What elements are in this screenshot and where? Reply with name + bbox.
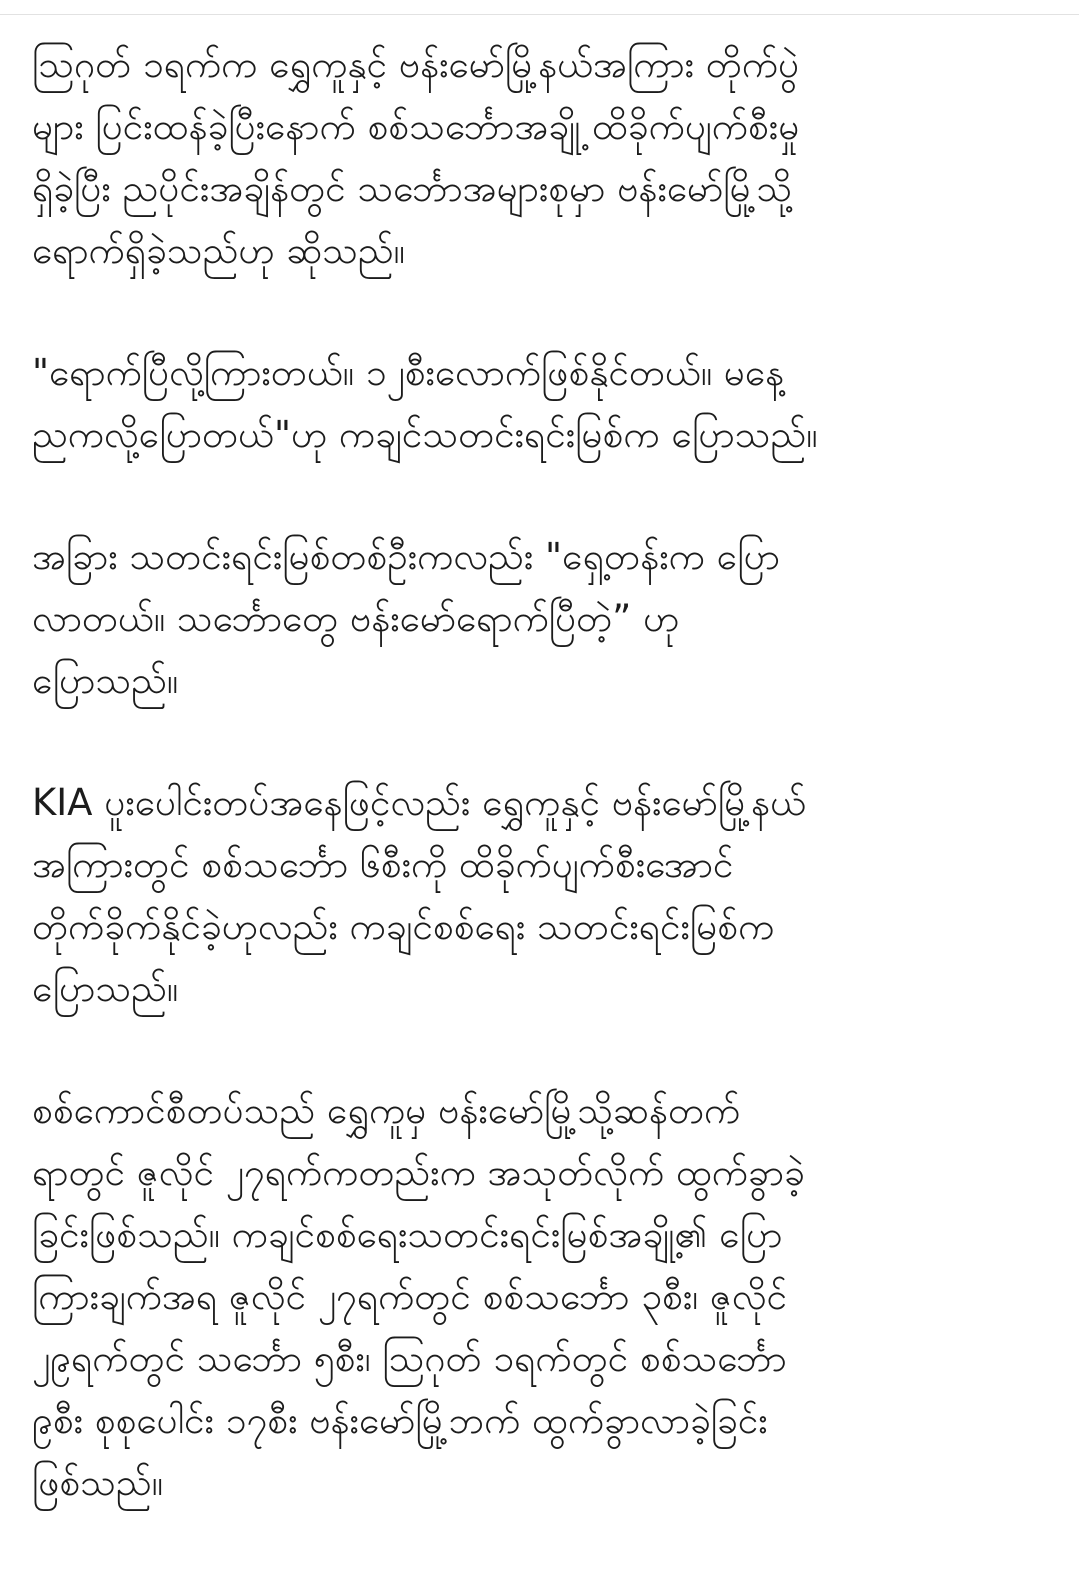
paragraph-line: ရှိခဲ့ပြီး ညပိုင်းအချိန်တွင် သင်္ဘောအများစုမှာ ဗန်းမော်မြို့သို့ <box>32 167 793 210</box>
paragraph-line: များ ပြင်းထန်ခဲ့ပြီးနောက် စစ်သင်္ဘောအချို့ ထိခိုက်ပျက်စီးမှု <box>32 105 800 148</box>
paragraph-line: ဩဂုတ် ၁ရက်က ရွှေကူနှင့် ဗန်းမော်မြို့နယ်အကြား တိုက်ပွဲ <box>32 43 800 86</box>
paragraph-4 <box>32 772 1042 1020</box>
paragraph-1 <box>32 34 1042 282</box>
paragraph-line: ခြင်းဖြစ်သည်။ ကချင်စစ်ရေးသတင်းရင်းမြစ်အချို့၏ ပြော <box>32 1213 783 1256</box>
paragraph-line: စစ်ကောင်စီတပ်သည် ရွှေကူမှ ဗန်းမော်မြို့သို့ဆန်တက် <box>32 1089 741 1132</box>
top-divider <box>0 14 1079 15</box>
paragraph-line: ပြောသည်။ <box>32 967 179 1010</box>
paragraph-line: ဖြစ်သည်။ <box>32 1461 163 1504</box>
article-body <box>32 34 1042 1514</box>
paragraph-line: ရောက်ရှိခဲ့သည်ဟု ဆိုသည်။ <box>32 229 405 272</box>
paragraph-line: ၉စီး စုစုပေါင်း ၁၇စီး ဗန်းမော်မြို့ဘက် ထွက်ခွာလာခဲ့ခြင်း <box>32 1399 768 1442</box>
paragraph-line: လာတယ်။ သင်္ဘောတွေ ဗန်းမော်ရောက်ပြီတဲ့” ဟု <box>32 597 680 640</box>
paragraph-3 <box>32 526 1042 712</box>
paragraph-line: ညကလို့ပြောတယ်"ဟု ကချင်သတင်းရင်းမြစ်က ပြောသည်။ <box>32 413 818 456</box>
paragraph-line: KIA ပူးပေါင်းတပ်အနေဖြင့်လည်း ရွှေကူနှင့် ဗန်းမော်မြို့နယ် <box>32 781 806 824</box>
paragraph-line: "ရောက်ပြီလို့ကြားတယ်။ ၁၂စီးလောက်ဖြစ်နိုင်တယ်။ မနေ့ <box>32 351 785 394</box>
paragraph-line: ကြားချက်အရ ဇူလိုင် ၂၇ရက်တွင် စစ်သင်္ဘော ၃စီး၊ ဇူလိုင် <box>32 1275 788 1318</box>
paragraph-line: ရာတွင် ဇူလိုင် ၂၇ရက်ကတည်းက အသုတ်လိုက် ထွက်ခွာခဲ့ <box>32 1151 805 1194</box>
paragraph-line: ပြောသည်။ <box>32 659 179 702</box>
paragraph-line: တိုက်ခိုက်နိုင်ခဲ့ဟုလည်း ကချင်စစ်ရေး သတင်းရင်းမြစ်က <box>32 905 775 948</box>
paragraph-2 <box>32 342 1042 466</box>
paragraph-5 <box>32 1080 1042 1514</box>
paragraph-line: အခြား သတင်းရင်းမြစ်တစ်ဦးကလည်း "ရှေ့တန်းက ပြော <box>32 535 780 578</box>
paragraph-line: အကြားတွင် စစ်သင်္ဘော ၆စီးကို ထိခိုက်ပျက်စီးအောင် <box>32 843 734 886</box>
paragraph-line: ၂၉ရက်တွင် သင်္ဘော ၅စီး၊ ဩဂုတ် ၁ရက်တွင် စစ်သင်္ဘော <box>32 1337 787 1380</box>
